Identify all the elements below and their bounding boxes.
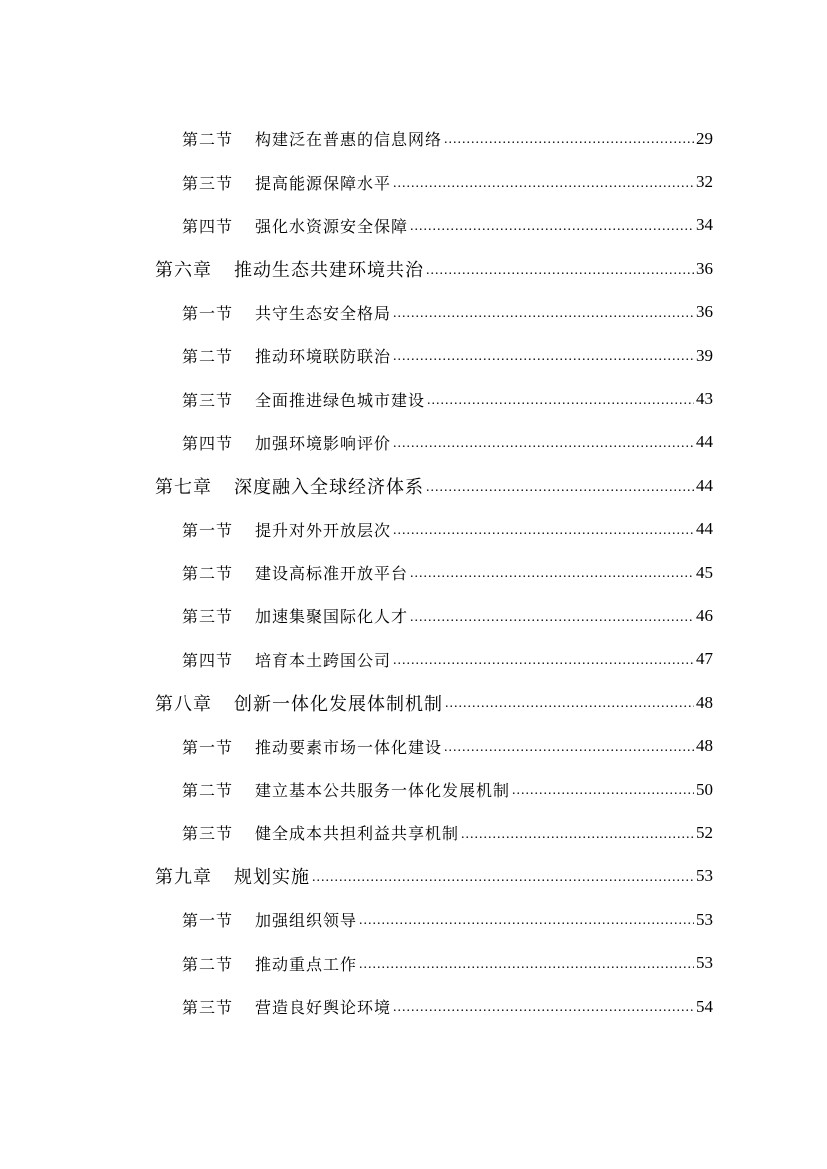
dot-leader (426, 263, 694, 291)
toc-entry-page-number: 44 (696, 475, 713, 495)
toc-entry-title: 强化水资源安全保障 (255, 216, 409, 236)
toc-entry-page-number: 52 (696, 822, 713, 842)
toc-section-entry[interactable] (0, 941, 713, 984)
toc-entry-title: 共守生态安全格局 (255, 303, 392, 323)
toc-entry-title: 营造良好舆论环境 (255, 998, 392, 1017)
toc-entry-page-number: 32 (696, 172, 713, 192)
toc-entry-number: 第一节 (182, 303, 234, 323)
toc-entry-number: 第二节 (182, 564, 234, 584)
toc-entry-page-number: 39 (696, 345, 713, 365)
dot-leader (393, 1000, 694, 1028)
toc-entry-title: 加强环境影响评价 (255, 433, 392, 453)
toc-entry-number: 第四节 (182, 433, 234, 453)
toc-section-entry[interactable] (0, 160, 713, 203)
toc-entry-number: 第四节 (182, 650, 234, 670)
dot-leader (359, 913, 694, 941)
toc-entry-title: 培育本土跨国公司 (255, 650, 392, 670)
dot-leader (410, 566, 694, 594)
toc-section-entry[interactable] (0, 508, 713, 551)
toc-entry-title: 推动生态共建环境共治 (234, 259, 424, 281)
toc-entry-number: 第二节 (182, 130, 234, 150)
toc-section-entry[interactable] (0, 291, 713, 334)
toc-entry-title: 提升对外开放层次 (255, 520, 392, 540)
dot-leader (359, 957, 694, 985)
dot-leader (312, 870, 694, 898)
dot-leader (393, 523, 694, 551)
toc-entry-page-number: 53 (696, 953, 713, 973)
toc-chapter-entry[interactable] (0, 681, 713, 724)
toc-entry-title: 构建泛在普惠的信息网络 (255, 130, 443, 150)
toc-entry-page-number: 53 (696, 866, 713, 886)
dot-leader (445, 696, 694, 724)
dot-leader (427, 393, 694, 421)
toc-entry-page-number: 46 (696, 605, 713, 625)
toc-chapter-entry[interactable] (0, 855, 713, 898)
toc-entry-title: 规划实施 (234, 867, 310, 889)
toc-entry-number: 第四节 (182, 216, 234, 236)
toc-entry-page-number: 53 (696, 909, 713, 929)
toc-entry-number: 第三节 (182, 390, 234, 410)
dot-leader (512, 783, 694, 811)
toc-entry-page-number: 48 (696, 692, 713, 712)
toc-entry-page-number: 48 (696, 736, 713, 756)
toc-entry-number: 第一节 (182, 520, 234, 540)
toc-chapter-entry[interactable] (0, 464, 713, 507)
dot-leader (410, 610, 694, 638)
toc-section-entry[interactable] (0, 377, 713, 420)
toc-entry-page-number: 47 (696, 649, 713, 669)
toc-entry-number: 第三节 (182, 824, 234, 844)
toc-entry-page-number: 29 (696, 128, 713, 148)
toc-entry-page-number: 54 (696, 996, 713, 1016)
toc-section-entry[interactable] (0, 421, 713, 464)
toc-entry-page-number: 36 (696, 302, 713, 322)
toc-section-entry[interactable] (0, 724, 713, 767)
dot-leader (410, 219, 694, 247)
dot-leader (461, 827, 694, 855)
toc-entry-number: 第八章 (155, 693, 212, 715)
toc-entry-title: 创新一体化发展体制机制 (234, 693, 443, 715)
dot-leader (393, 653, 694, 681)
toc-entry-page-number: 45 (696, 562, 713, 582)
toc-entry-page-number: 36 (696, 258, 713, 278)
toc-entry-title: 推动要素市场一体化建设 (255, 737, 443, 757)
toc-section-entry[interactable] (0, 898, 713, 941)
toc-entry-page-number: 44 (696, 519, 713, 539)
toc-chapter-entry[interactable] (0, 247, 713, 290)
dot-leader (426, 480, 694, 508)
toc-entry-number: 第七章 (155, 476, 212, 498)
toc-entry-number: 第二节 (182, 781, 234, 801)
dot-leader (444, 132, 694, 160)
toc-section-entry[interactable] (0, 334, 713, 377)
toc-entry-title: 提高能源保障水平 (255, 173, 392, 193)
dot-leader (444, 740, 694, 768)
toc-entry-page-number: 43 (696, 389, 713, 409)
toc-section-entry[interactable] (0, 768, 713, 811)
toc-entry-title: 建设高标准开放平台 (255, 564, 409, 584)
toc-entry-title: 加强组织领导 (255, 911, 358, 931)
toc-entry-number: 第一节 (182, 911, 234, 931)
dot-leader (393, 176, 694, 204)
toc-entry-title: 健全成本共担利益共享机制 (255, 824, 460, 844)
toc-section-entry[interactable] (0, 204, 713, 247)
toc-entry-title: 深度融入全球经济体系 (234, 476, 424, 498)
toc-section-entry[interactable] (0, 638, 713, 681)
toc-section-entry[interactable] (0, 594, 713, 637)
toc-entry-number: 第二节 (182, 347, 234, 367)
dot-leader (393, 436, 694, 464)
toc-section-entry[interactable] (0, 985, 713, 1028)
dot-leader (393, 349, 694, 377)
toc-entry-page-number: 34 (696, 215, 713, 235)
toc-section-entry[interactable] (0, 551, 713, 594)
table-of-contents (0, 117, 827, 1028)
toc-section-entry[interactable] (0, 117, 713, 160)
toc-entry-number: 第六章 (155, 259, 212, 281)
toc-entry-number: 第二节 (182, 954, 234, 974)
toc-entry-number: 第三节 (182, 998, 234, 1017)
toc-entry-title: 加速集聚国际化人才 (255, 607, 409, 627)
toc-entry-title: 全面推进绿色城市建设 (255, 390, 426, 410)
toc-entry-number: 第三节 (182, 607, 234, 627)
toc-entry-title: 推动环境联防联治 (255, 347, 392, 367)
toc-entry-number: 第一节 (182, 737, 234, 757)
toc-entry-title: 推动重点工作 (255, 954, 358, 974)
toc-entry-number: 第三节 (182, 173, 234, 193)
toc-section-entry[interactable] (0, 811, 713, 854)
toc-entry-title: 建立基本公共服务一体化发展机制 (255, 781, 511, 801)
dot-leader (393, 306, 694, 334)
toc-entry-number: 第九章 (155, 867, 212, 889)
toc-entry-page-number: 50 (696, 779, 713, 799)
toc-entry-page-number: 44 (696, 432, 713, 452)
